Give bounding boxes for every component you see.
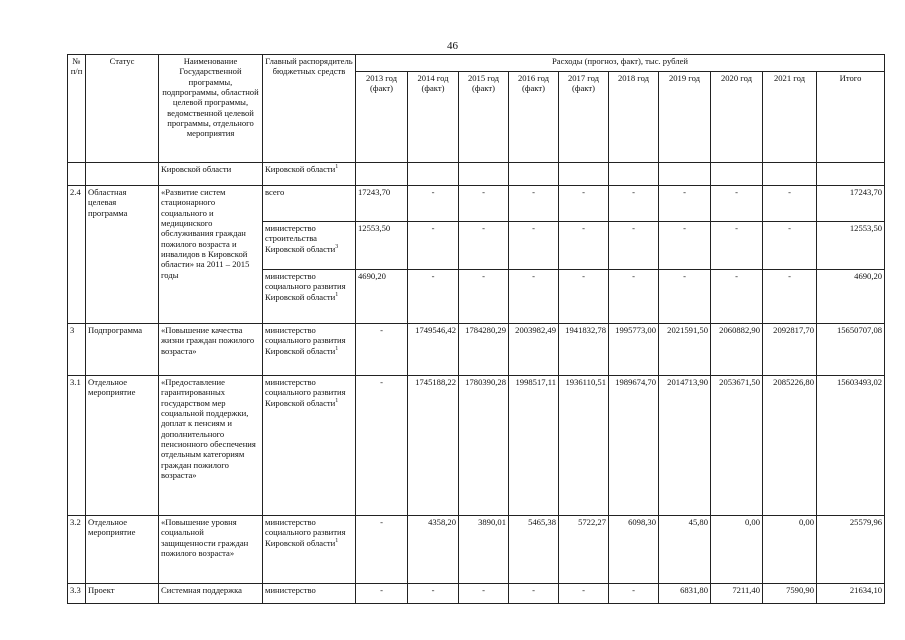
cell-distributor: министерство социального развития Кировской области$^1$ — [263, 324, 356, 376]
cell-value: 6831,80 — [659, 584, 711, 604]
cell-value: 5465,38 — [509, 516, 559, 584]
cell-name: «Предоставление гарантированных государством мер социальной поддержки, доплат к пенсиям и дополнительного пенсионного обеспечения отдельным категориям граждан пожилого возраста» — [159, 376, 263, 516]
cell-name: Кировской области — [159, 163, 263, 186]
table-row — [68, 516, 885, 584]
cell-value: - — [459, 186, 509, 222]
cell-value: 17243,70 — [356, 186, 408, 222]
cell-value: - — [509, 222, 559, 270]
header-year: 2013 год (факт) — [356, 72, 408, 163]
cell-value: - — [509, 186, 559, 222]
cell-value: 4690,20 — [356, 270, 408, 324]
cell-distributor: всего — [263, 186, 356, 222]
cell-name: «Развитие систем стационарного социального и медицинского обслуживания граждан пожилого возраста и инвалидов в Кировской области» на 2011 – 2015 годы — [159, 186, 263, 324]
header-year: 2018 год — [609, 72, 659, 163]
cell-total: 21634,10 — [817, 584, 885, 604]
cell-distributor: министерство — [263, 584, 356, 604]
cell-value: - — [559, 222, 609, 270]
cell-value: - — [459, 222, 509, 270]
cell-total: 15603493,02 — [817, 376, 885, 516]
cell-value: 2060882,90 — [711, 324, 763, 376]
table-row — [68, 163, 885, 186]
cell-value: 1995773,00 — [609, 324, 659, 376]
cell-distributor: Кировской области$^1$ — [263, 163, 356, 186]
cell-num: 3.2 — [68, 516, 86, 584]
cell-value: 2003982,49 — [509, 324, 559, 376]
cell-num: 2.4 — [68, 186, 86, 324]
cell-value: 7211,40 — [711, 584, 763, 604]
cell-value: - — [509, 270, 559, 324]
table-row — [68, 186, 885, 222]
header-year: 2020 год — [711, 72, 763, 163]
cell-value: 2085226,80 — [763, 376, 817, 516]
cell-total: 15650707,08 — [817, 324, 885, 376]
header-year: 2014 год (факт) — [408, 72, 459, 163]
cell-value: - — [763, 186, 817, 222]
cell-value: - — [609, 222, 659, 270]
cell-total: 25579,96 — [817, 516, 885, 584]
page-number: 46 — [447, 40, 458, 52]
cell-distributor: министерство строительства Кировской области$^3$ — [263, 222, 356, 270]
header-expenses: Расходы (прогноз, факт), тыс. рублей — [356, 55, 885, 72]
header-name: Наименование Государственной программы, подпрограммы, областной целевой программы, ведомственной целевой программы, отдельного мероприятия — [159, 55, 263, 163]
cell-value: 4358,20 — [408, 516, 459, 584]
cell-value: - — [763, 270, 817, 324]
cell-num: 3.3 — [68, 584, 86, 604]
cell-value: 2092817,70 — [763, 324, 817, 376]
cell-num: 3.1 — [68, 376, 86, 516]
cell-value: 6098,30 — [609, 516, 659, 584]
cell-value: - — [609, 270, 659, 324]
cell-value: 1780390,28 — [459, 376, 509, 516]
cell-value: 1745188,22 — [408, 376, 459, 516]
cell-name: «Повышение уровня социальной защищенности граждан пожилого возраста» — [159, 516, 263, 584]
cell-value: - — [459, 270, 509, 324]
cell-value: - — [609, 584, 659, 604]
cell-total: 17243,70 — [817, 186, 885, 222]
cell-value: - — [763, 222, 817, 270]
cell-value: 0,00 — [763, 516, 817, 584]
cell-value: - — [711, 222, 763, 270]
cell-value: 7590,90 — [763, 584, 817, 604]
header-status: Статус — [86, 55, 159, 163]
header-year: 2021 год — [763, 72, 817, 163]
header-num: № п/п — [68, 55, 86, 163]
cell-status: Областная целевая программа — [86, 186, 159, 324]
cell-value: 0,00 — [711, 516, 763, 584]
cell-value: - — [408, 270, 459, 324]
cell-value: - — [408, 222, 459, 270]
cell-status: Проект — [86, 584, 159, 604]
cell-value: - — [609, 186, 659, 222]
cell-value: 2021591,50 — [659, 324, 711, 376]
cell-status: Подпрограмма — [86, 324, 159, 376]
header-total: Итого — [817, 72, 885, 163]
cell-name: «Повышение качества жизни граждан пожилого возраста» — [159, 324, 263, 376]
cell-value: 1989674,70 — [609, 376, 659, 516]
table-row — [68, 584, 885, 604]
table-row — [68, 376, 885, 516]
cell-value: - — [356, 516, 408, 584]
cell-value: 1936110,51 — [559, 376, 609, 516]
cell-total: 4690,20 — [817, 270, 885, 324]
cell-value: - — [559, 584, 609, 604]
cell-value: 45,80 — [659, 516, 711, 584]
cell-value: 2014713,90 — [659, 376, 711, 516]
cell-value: - — [459, 584, 509, 604]
cell-value: - — [356, 324, 408, 376]
cell-value: 2053671,50 — [711, 376, 763, 516]
header-distributor: Главный распорядитель бюджетных средств — [263, 55, 356, 163]
cell-total: 12553,50 — [817, 222, 885, 270]
cell-value: 12553,50 — [356, 222, 408, 270]
header-year: 2016 год (факт) — [509, 72, 559, 163]
cell-value: - — [356, 376, 408, 516]
cell-value: 1784280,29 — [459, 324, 509, 376]
cell-value: - — [356, 584, 408, 604]
cell-value: - — [659, 270, 711, 324]
cell-distributor: министерство социального развития Кировской области$^1$ — [263, 516, 356, 584]
cell-value: 1749546,42 — [408, 324, 459, 376]
cell-name: Системная поддержка — [159, 584, 263, 604]
header-year: 2019 год — [659, 72, 711, 163]
cell-distributor: министерство социального развития Кировской области$^1$ — [263, 376, 356, 516]
cell-num: 3 — [68, 324, 86, 376]
cell-value: - — [659, 186, 711, 222]
budget-table — [67, 54, 885, 604]
cell-status: Отдельное мероприятие — [86, 516, 159, 584]
cell-value: - — [509, 584, 559, 604]
cell-value: - — [711, 186, 763, 222]
cell-value: 1998517,11 — [509, 376, 559, 516]
cell-value: - — [559, 270, 609, 324]
cell-value: - — [408, 584, 459, 604]
header-year: 2017 год (факт) — [559, 72, 609, 163]
cell-value: 5722,27 — [559, 516, 609, 584]
cell-value: - — [559, 186, 609, 222]
header-year: 2015 год (факт) — [459, 72, 509, 163]
cell-value: - — [711, 270, 763, 324]
cell-distributor: министерство социального развития Кировской области$^1$ — [263, 270, 356, 324]
cell-value: 1941832,78 — [559, 324, 609, 376]
cell-status: Отдельное мероприятие — [86, 376, 159, 516]
cell-value: - — [408, 186, 459, 222]
cell-value: 3890,01 — [459, 516, 509, 584]
cell-value: - — [659, 222, 711, 270]
table-row — [68, 324, 885, 376]
